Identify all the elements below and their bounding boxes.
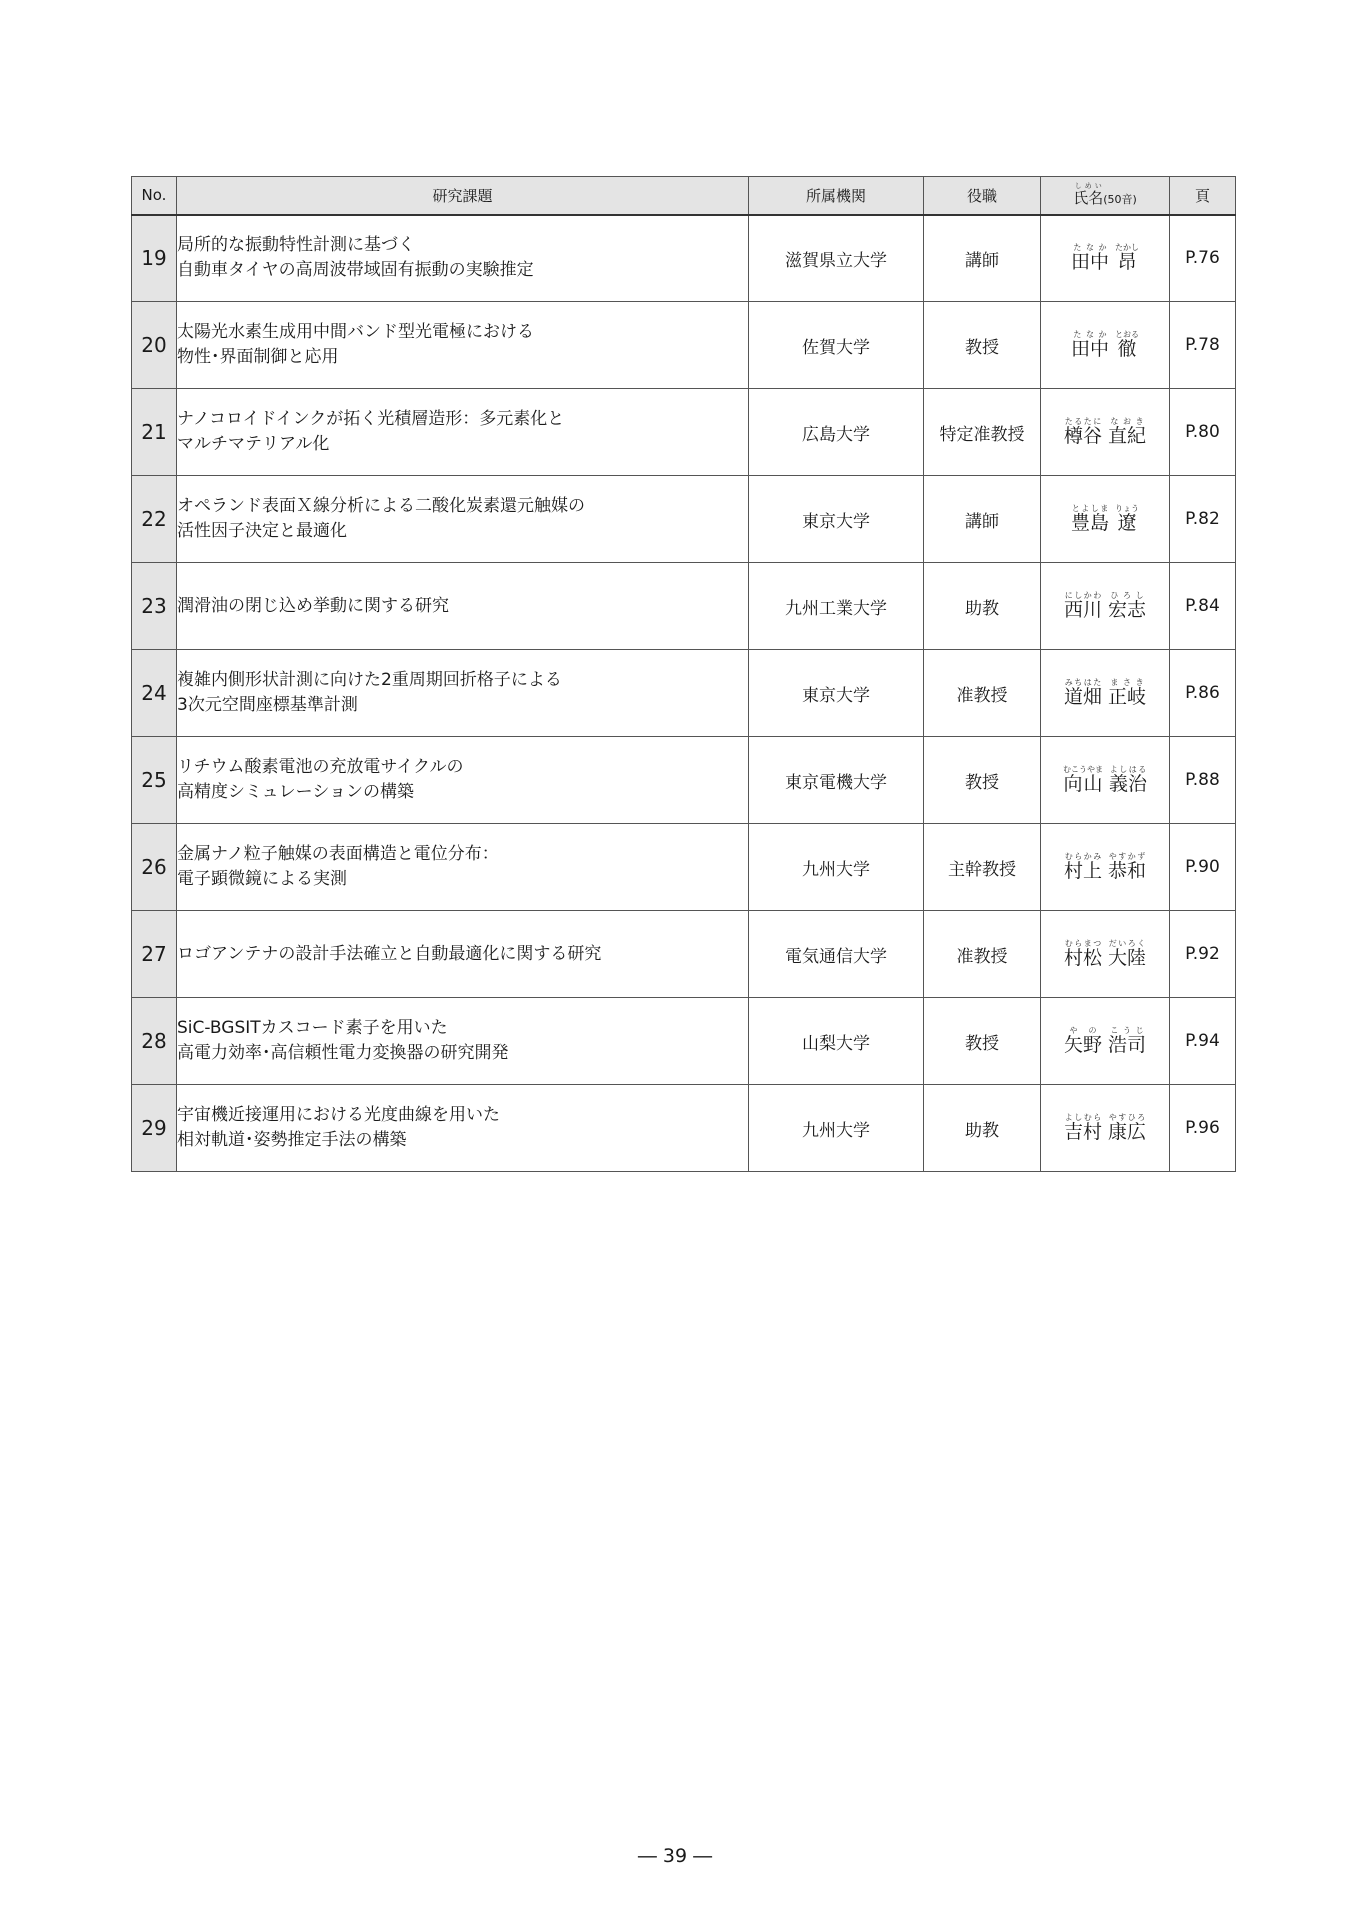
position: 主幹教授 bbox=[924, 824, 1041, 911]
header-name-note: (50音) bbox=[1103, 193, 1137, 207]
family-name bbox=[1064, 939, 1102, 970]
researcher-name-wrap bbox=[1071, 243, 1139, 274]
researcher-name-wrap bbox=[1064, 1113, 1146, 1144]
table-row bbox=[132, 1085, 1236, 1172]
research-title bbox=[177, 476, 749, 563]
family-name bbox=[1064, 1113, 1102, 1144]
research-title bbox=[177, 650, 749, 737]
row-number: 23 bbox=[132, 563, 177, 650]
page-reference: P.86 bbox=[1170, 650, 1236, 737]
researcher-name-wrap bbox=[1064, 939, 1146, 970]
research-table-container bbox=[131, 176, 1235, 1172]
research-title-line: 宇宙機近接運用における光度曲線を用いた bbox=[177, 1105, 500, 1125]
family-name-kanji: 田中 bbox=[1070, 250, 1109, 273]
given-name-kanji: 直紀 bbox=[1108, 424, 1147, 447]
given-name bbox=[1108, 678, 1146, 709]
given-name bbox=[1108, 939, 1146, 970]
page-reference: P.96 bbox=[1170, 1085, 1236, 1172]
header-name bbox=[1041, 177, 1170, 215]
header-institution: 所属機関 bbox=[749, 177, 924, 215]
institution: 東京大学 bbox=[749, 476, 924, 563]
family-name bbox=[1064, 1026, 1102, 1057]
research-title bbox=[177, 1085, 749, 1172]
header-title: 研究課題 bbox=[177, 177, 749, 215]
research-title-line: リチウム酸素電池の充放電サイクルの bbox=[177, 757, 464, 777]
research-title-line: 高精度シミュレーションの構築 bbox=[177, 782, 414, 802]
row-number: 29 bbox=[132, 1085, 177, 1172]
page-reference: P.94 bbox=[1170, 998, 1236, 1085]
position: 准教授 bbox=[924, 911, 1041, 998]
family-name-reading: むらかみ bbox=[1063, 851, 1102, 861]
family-name-reading: たるたに bbox=[1063, 416, 1102, 426]
position: 准教授 bbox=[924, 650, 1041, 737]
research-title-line: 金属ナノ粒子触媒の表面構造と電位分布： bbox=[177, 844, 499, 864]
research-title-line: ロゴアンテナの設計手法確立と自動最適化に関する研究 bbox=[177, 943, 602, 964]
institution: 東京電機大学 bbox=[749, 737, 924, 824]
row-number: 19 bbox=[132, 215, 177, 302]
family-name-reading: やの bbox=[1063, 1025, 1102, 1035]
researcher-name-wrap bbox=[1064, 678, 1146, 709]
family-name-reading: たなか bbox=[1070, 329, 1109, 339]
table-row bbox=[132, 911, 1236, 998]
research-title-line: オペランド表面Ｘ線分析による二酸化炭素還元触媒の bbox=[177, 496, 585, 516]
page-reference: P.78 bbox=[1170, 302, 1236, 389]
research-title bbox=[177, 215, 749, 302]
research-title bbox=[177, 389, 749, 476]
table-row bbox=[132, 650, 1236, 737]
research-title-line: 相対軌道･姿勢推定手法の構築 bbox=[177, 1130, 407, 1150]
family-name-reading: よしむら bbox=[1063, 1112, 1102, 1122]
given-name bbox=[1108, 1026, 1146, 1057]
research-title bbox=[177, 911, 749, 998]
page-reference: P.92 bbox=[1170, 911, 1236, 998]
family-name-kanji: 道畑 bbox=[1063, 685, 1102, 708]
research-title-line: 複雑内側形状計測に向けた2重周期回折格子による bbox=[177, 670, 562, 690]
given-name bbox=[1115, 504, 1139, 535]
given-name-reading: なおき bbox=[1108, 416, 1146, 426]
position: 講師 bbox=[924, 215, 1041, 302]
family-name-reading: とよしま bbox=[1070, 503, 1109, 513]
institution: 九州工業大学 bbox=[749, 563, 924, 650]
page-reference: P.80 bbox=[1170, 389, 1236, 476]
table-row bbox=[132, 563, 1236, 650]
row-number: 20 bbox=[132, 302, 177, 389]
research-title-line: 物性･界面制御と応用 bbox=[177, 347, 339, 367]
table-header-row bbox=[132, 177, 1236, 215]
family-name-reading: にしかわ bbox=[1063, 590, 1102, 600]
research-title-line: ナノコロイドインクが拓く光積層造形：多元素化と bbox=[177, 409, 565, 429]
given-name-reading: だいろく bbox=[1108, 938, 1147, 948]
family-name bbox=[1071, 504, 1109, 535]
researcher-name bbox=[1041, 650, 1170, 737]
family-name-reading: たなか bbox=[1070, 242, 1109, 252]
researcher-name bbox=[1041, 824, 1170, 911]
header-page: 頁 bbox=[1170, 177, 1236, 215]
header-name-reading: しめい bbox=[1073, 182, 1104, 191]
researcher-name-wrap bbox=[1063, 765, 1147, 796]
family-name-reading: むらまつ bbox=[1063, 938, 1102, 948]
research-title bbox=[177, 824, 749, 911]
institution: 九州大学 bbox=[749, 1085, 924, 1172]
given-name-reading: やすひろ bbox=[1108, 1112, 1147, 1122]
researcher-name bbox=[1041, 476, 1170, 563]
header-no: No. bbox=[132, 177, 177, 215]
researcher-name bbox=[1041, 302, 1170, 389]
research-title bbox=[177, 737, 749, 824]
institution: 九州大学 bbox=[749, 824, 924, 911]
family-name-kanji: 矢野 bbox=[1063, 1033, 1102, 1056]
research-title-line: 3次元空間座標基準計測 bbox=[177, 695, 358, 715]
page-reference: P.82 bbox=[1170, 476, 1236, 563]
researcher-name-wrap bbox=[1064, 1026, 1146, 1057]
given-name-reading: やすかず bbox=[1108, 851, 1147, 861]
page-reference: P.76 bbox=[1170, 215, 1236, 302]
researcher-name bbox=[1041, 563, 1170, 650]
family-name bbox=[1064, 852, 1102, 883]
family-name bbox=[1064, 417, 1102, 448]
header-name-label: 氏名 bbox=[1073, 189, 1104, 208]
family-name-kanji: 吉村 bbox=[1063, 1120, 1102, 1143]
row-number: 28 bbox=[132, 998, 177, 1085]
table-row bbox=[132, 215, 1236, 302]
researcher-name bbox=[1041, 215, 1170, 302]
family-name bbox=[1064, 678, 1102, 709]
research-title-line: 高電力効率･高信頼性電力変換器の研究開発 bbox=[177, 1043, 509, 1063]
family-name-kanji: 向山 bbox=[1062, 772, 1103, 795]
position: 教授 bbox=[924, 302, 1041, 389]
table-body bbox=[132, 215, 1236, 1172]
table-row bbox=[132, 302, 1236, 389]
given-name bbox=[1108, 1113, 1146, 1144]
family-name-reading: むこうやま bbox=[1062, 764, 1103, 774]
table-row bbox=[132, 824, 1236, 911]
given-name-kanji: 正岐 bbox=[1108, 685, 1147, 708]
table-row bbox=[132, 998, 1236, 1085]
family-name-reading: みちはた bbox=[1063, 677, 1102, 687]
table-row bbox=[132, 737, 1236, 824]
institution: 広島大学 bbox=[749, 389, 924, 476]
given-name-kanji: 恭和 bbox=[1108, 859, 1147, 882]
research-title bbox=[177, 998, 749, 1085]
research-table bbox=[131, 176, 1236, 1172]
family-name bbox=[1071, 330, 1109, 361]
family-name-kanji: 豊島 bbox=[1070, 511, 1109, 534]
position: 教授 bbox=[924, 998, 1041, 1085]
row-number: 25 bbox=[132, 737, 177, 824]
row-number: 22 bbox=[132, 476, 177, 563]
research-title-line: SiC-BGSITカスコード素子を用いた bbox=[177, 1018, 448, 1038]
family-name-kanji: 村上 bbox=[1063, 859, 1102, 882]
research-title-line: 太陽光水素生成用中間バンド型光電極における bbox=[177, 322, 534, 342]
position: 助教 bbox=[924, 1085, 1041, 1172]
given-name-kanji: 義治 bbox=[1108, 772, 1147, 795]
research-title-line: 電子顕微鏡による実測 bbox=[177, 869, 347, 889]
family-name-kanji: 西川 bbox=[1063, 598, 1102, 621]
family-name bbox=[1064, 591, 1102, 622]
given-name-kanji: 宏志 bbox=[1108, 598, 1147, 621]
institution: 山梨大学 bbox=[749, 998, 924, 1085]
given-name-reading: よしはる bbox=[1108, 764, 1147, 774]
family-name-kanji: 村松 bbox=[1063, 946, 1102, 969]
researcher-name bbox=[1041, 998, 1170, 1085]
given-name-kanji: 昂 bbox=[1115, 250, 1139, 273]
given-name bbox=[1108, 591, 1146, 622]
given-name bbox=[1108, 417, 1146, 448]
researcher-name-wrap bbox=[1064, 591, 1146, 622]
research-title-line: マルチマテリアル化 bbox=[177, 434, 330, 454]
page-number: ― 39 ― bbox=[637, 1845, 713, 1867]
researcher-name bbox=[1041, 737, 1170, 824]
page-reference: P.90 bbox=[1170, 824, 1236, 911]
family-name-kanji: 田中 bbox=[1070, 337, 1109, 360]
header-position: 役職 bbox=[924, 177, 1041, 215]
research-title-line: 局所的な振動特性計測に基づく bbox=[177, 235, 415, 256]
given-name-reading: たかし bbox=[1115, 242, 1139, 252]
research-title-line: 潤滑油の閉じ込め挙動に関する研究 bbox=[177, 595, 449, 616]
researcher-name bbox=[1041, 911, 1170, 998]
given-name-kanji: 浩司 bbox=[1108, 1033, 1147, 1056]
given-name-reading: りょう bbox=[1115, 503, 1139, 513]
row-number: 27 bbox=[132, 911, 177, 998]
row-number: 24 bbox=[132, 650, 177, 737]
researcher-name bbox=[1041, 389, 1170, 476]
given-name-reading: こうじ bbox=[1108, 1025, 1146, 1035]
institution: 佐賀大学 bbox=[749, 302, 924, 389]
research-title bbox=[177, 563, 749, 650]
given-name-kanji: 遼 bbox=[1115, 511, 1139, 534]
given-name bbox=[1109, 765, 1147, 796]
researcher-name-wrap bbox=[1071, 504, 1139, 535]
institution: 電気通信大学 bbox=[749, 911, 924, 998]
given-name-kanji: 徹 bbox=[1115, 337, 1139, 360]
family-name bbox=[1071, 243, 1109, 274]
research-title-line: 活性因子決定と最適化 bbox=[177, 521, 347, 541]
researcher-name-wrap bbox=[1064, 852, 1146, 883]
row-number: 26 bbox=[132, 824, 177, 911]
table-row bbox=[132, 389, 1236, 476]
family-name bbox=[1063, 765, 1103, 796]
position: 教授 bbox=[924, 737, 1041, 824]
research-title-line: 自動車タイヤの高周波帯域固有振動の実験推定 bbox=[177, 260, 534, 281]
given-name-kanji: 康広 bbox=[1108, 1120, 1147, 1143]
researcher-name-wrap bbox=[1071, 330, 1139, 361]
given-name bbox=[1115, 243, 1139, 274]
given-name-reading: ひろし bbox=[1108, 590, 1146, 600]
given-name-reading: まさき bbox=[1108, 677, 1146, 687]
institution: 滋賀県立大学 bbox=[749, 215, 924, 302]
given-name bbox=[1108, 852, 1146, 883]
researcher-name-wrap bbox=[1064, 417, 1146, 448]
institution: 東京大学 bbox=[749, 650, 924, 737]
position: 講師 bbox=[924, 476, 1041, 563]
page-reference: P.84 bbox=[1170, 563, 1236, 650]
family-name-kanji: 樽谷 bbox=[1063, 424, 1102, 447]
page-reference: P.88 bbox=[1170, 737, 1236, 824]
table-row bbox=[132, 476, 1236, 563]
position: 助教 bbox=[924, 563, 1041, 650]
row-number: 21 bbox=[132, 389, 177, 476]
given-name-reading: とおる bbox=[1115, 329, 1139, 339]
given-name bbox=[1115, 330, 1139, 361]
given-name-kanji: 大陸 bbox=[1108, 946, 1147, 969]
researcher-name bbox=[1041, 1085, 1170, 1172]
research-title bbox=[177, 302, 749, 389]
position: 特定准教授 bbox=[924, 389, 1041, 476]
